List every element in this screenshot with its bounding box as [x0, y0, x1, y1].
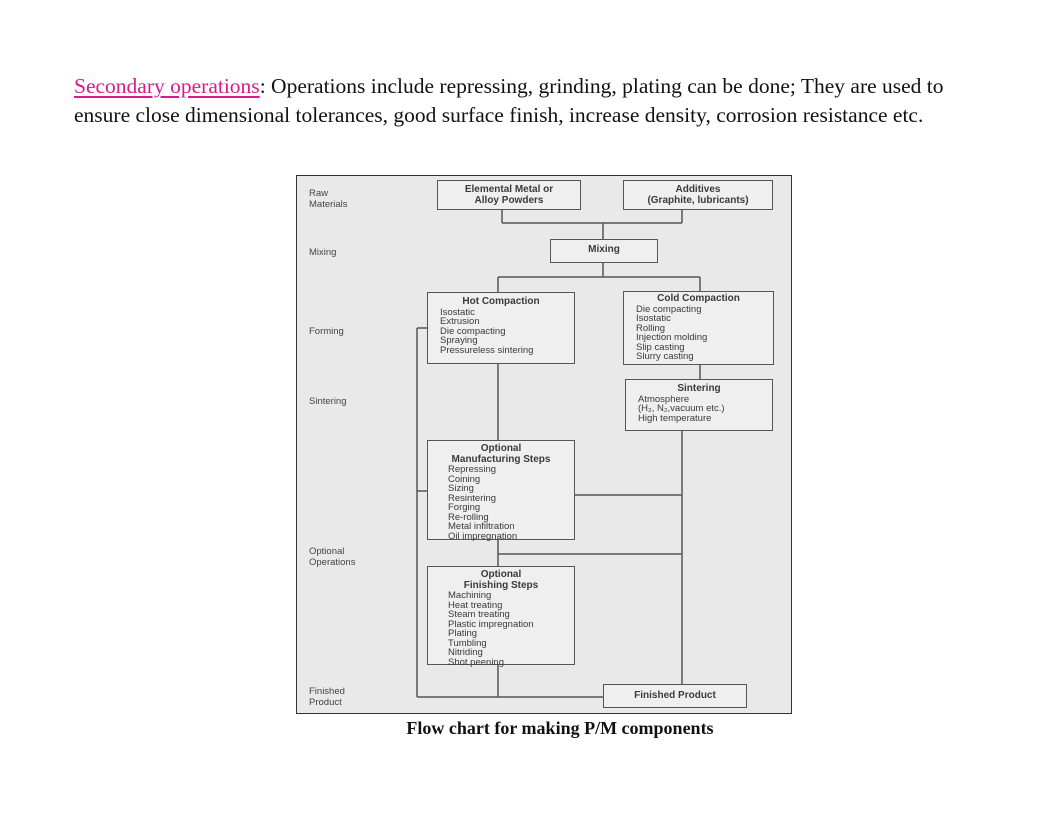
- manufacturing-item: Re-rolling: [448, 511, 489, 523]
- lane-mixing: Mixing: [309, 247, 337, 258]
- lane-sintering: Sintering: [309, 396, 347, 407]
- cold-item: Die compacting: [636, 303, 702, 315]
- box-hot-compaction-title: Hot Compaction: [462, 296, 540, 307]
- figure-caption: Flow chart for making P/M components: [406, 718, 714, 738]
- manufacturing-item: Resintering: [448, 492, 497, 504]
- lane-forming: Forming: [309, 326, 344, 337]
- sintering-item: High temperature: [638, 412, 712, 424]
- box-hot-compaction: [427, 292, 575, 364]
- manufacturing-item: Coining: [448, 473, 481, 485]
- box-cold-compaction: [623, 291, 774, 365]
- manufacturing-item: Forging: [448, 502, 481, 513]
- box-opt-manufacturing-title: Optional Manufacturing Steps: [451, 443, 551, 465]
- cold-item: Slurry casting: [636, 351, 694, 362]
- hot-item: Isostatic: [440, 306, 475, 318]
- intro-paragraph: [74, 72, 994, 130]
- secondary-operations-term: Secondary operations: [74, 74, 260, 98]
- manufacturing-item: Metal infiltration: [448, 521, 515, 532]
- box-additives-title: Additives (Graphite, lubricants): [647, 184, 749, 206]
- finishing-item: Steam treating: [448, 609, 510, 620]
- box-opt-finishing-title: Optional Finishing Steps: [463, 569, 539, 591]
- box-mixing: [550, 239, 658, 263]
- manufacturing-item: Oil impregnation: [448, 530, 518, 542]
- box-finished-title: Finished Product: [634, 690, 716, 701]
- box-sintering: [625, 379, 773, 431]
- box-additives: [623, 180, 773, 210]
- sintering-item: Atmosphere: [638, 393, 690, 405]
- box-optional-manufacturing: [427, 440, 575, 540]
- box-optional-finishing: [427, 566, 575, 668]
- finishing-item: Plating: [448, 628, 478, 639]
- finishing-item: Nitriding: [448, 647, 483, 658]
- finishing-item: Shot peening: [448, 656, 504, 668]
- finishing-item: Heat treating: [448, 599, 503, 611]
- flow-chart-figure: [296, 175, 792, 714]
- hot-item: Spraying: [440, 335, 478, 346]
- finishing-item: Plastic impregnation: [448, 618, 534, 630]
- manufacturing-item: Sizing: [448, 483, 474, 494]
- cold-item: Isostatic: [636, 313, 671, 324]
- lane-optional-operations: Optional Operations: [309, 546, 356, 568]
- box-elemental-powders: [437, 180, 581, 210]
- lane-finished-product: Finished Product: [309, 686, 345, 708]
- box-finished-product: [603, 684, 747, 708]
- hot-item: Die compacting: [440, 325, 506, 337]
- intro-colon: :: [259, 74, 266, 98]
- lane-raw-materials: Raw Materials: [309, 188, 348, 210]
- intro-text: Operations include repressing, grinding, plating can be done; They are used to ensure close dimensional tolerances, good surface finish, increase density, corrosion resistance etc.: [74, 74, 944, 127]
- box-mixing-title: Mixing: [588, 244, 620, 255]
- cold-item: Rolling: [636, 322, 666, 334]
- box-sintering-title: Sintering: [677, 383, 721, 394]
- cold-item: Injection molding: [636, 332, 708, 343]
- finishing-item: Tumbling: [448, 637, 487, 649]
- sintering-item: (H₂, N₂,vacuum etc.): [638, 403, 725, 414]
- cold-item: Slip casting: [636, 341, 685, 353]
- hot-item: Pressureless sintering: [440, 344, 534, 356]
- finishing-item: Machining: [448, 590, 492, 601]
- manufacturing-item: Repressing: [448, 464, 497, 475]
- hot-item: Extrusion: [440, 316, 480, 327]
- box-cold-compaction-title: Cold Compaction: [657, 293, 740, 304]
- box-elemental-title: Elemental Metal or Alloy Powders: [464, 184, 554, 206]
